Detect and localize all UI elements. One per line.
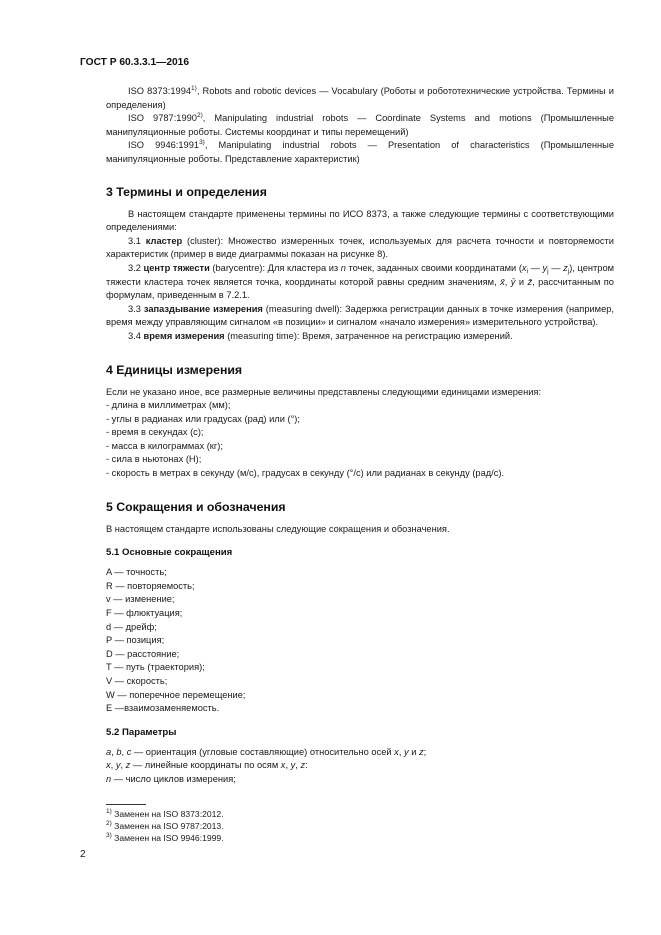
term-3-1: 3.1 кластер (cluster): Множество измеренных точек, используемых для расчета точности и повторяемости характеристик (пример в виде диаграммы показан на рисунке 8).	[106, 235, 614, 260]
page-body	[106, 85, 614, 787]
list-item: - время в секундах (с);	[106, 427, 204, 438]
list-item: - сила в ньютонах (Н);	[106, 454, 202, 465]
parameter-linear-coordinates: x, y, z — линейные координаты по осям x, y, z:	[106, 760, 308, 771]
list-item: F — флюктуация;	[106, 608, 183, 619]
subsection-5-1-heading: 5.1 Основные сокращения	[106, 547, 233, 559]
term-3-2: 3.2 центр тяжести (barycentre): Для кластера из n точек, заданных своими координатами ($x_i$ — $y_j$ — $z_j$), центром тяжести кластера точек является точка, координаты которой равны средним значениям, x̄, ȳ и z̄, рассчитанным по формулам, приведенным в 7.2.1.	[106, 262, 615, 301]
list-item: W — поперечное перемещение;	[106, 689, 246, 700]
list-item: d — дрейф;	[106, 621, 157, 632]
list-item: A — точность;	[106, 567, 167, 578]
term-3-3: 3.3 запаздывание измерения (measuring dwell): Задержка регистрации данных в точке измерения (например, время между управляющим сигналом «в позиции» и сигналом «начало измерения» измерительного устройства).	[106, 303, 615, 328]
section-5-intro: В настоящем стандарте использованы следующие сокращения и обозначения.	[106, 523, 450, 534]
reference-iso-9787: ISO 9787:1990$^{2)}$, Manipulating industrial robots — Coordinate Systems and motions (Промышленные манипуляционные роботы. Системы координат и типы перемещений)	[106, 112, 614, 137]
list-item: - углы в радианах или градусах (рад) или (°);	[106, 413, 300, 424]
document-header: ГОСТ Р 60.3.3.1—2016	[80, 57, 190, 68]
reference-iso-8373: ISO 8373:1994$^{1)}$, Robots and robotic devices — Vocabulary (Роботы и робототехнические устройства. Термины и определения)	[106, 85, 615, 110]
list-item: E —взаимозаменяемость.	[106, 703, 220, 714]
section-4-heading: 4 Единицы измерения	[106, 362, 243, 377]
reference-iso-9946: ISO 9946:1991$^{3)}$, Manipulating industrial robots — Presentation of characteristics (Промышленные манипуляционные роботы. Представление характеристик)	[106, 139, 614, 164]
section-3-heading: 3 Термины и определения	[106, 184, 267, 199]
footnote-3: $^{3)}$ Заменен на ISO 9946:1999.	[106, 832, 224, 843]
units-list	[106, 399, 614, 481]
footnote-2: $^{2)}$ Заменен на ISO 9787:2013.	[106, 820, 224, 831]
section-5-heading: 5 Сокращения и обозначения	[106, 499, 286, 514]
list-item: T — путь (траектория);	[106, 662, 205, 673]
abbreviations-list	[106, 566, 614, 716]
list-item: - масса в килограммах (кг);	[106, 440, 223, 451]
list-item: V — скорость;	[106, 676, 168, 686]
list-item: D — расстояние;	[106, 648, 180, 659]
section-3-intro: В настоящем стандарте применены термины по ИСО 8373, а также следующие термины с соответствующими определениями:	[106, 208, 614, 233]
list-item: R — повторяемость;	[106, 580, 195, 591]
page-number: 2	[80, 849, 86, 860]
footnote-1: $^{1)}$ Заменен на ISO 8373:2012.	[106, 808, 224, 819]
list-item: - скорость в метрах в секунду (м/с), градусах в секунду (°/с) или радианах в секунду (рад/с).	[106, 468, 505, 479]
footnote-divider	[106, 804, 146, 805]
parameter-orientation: a, b, c — ориентация (угловые составляющие) относительно осей x, y и z;	[106, 746, 427, 757]
section-4-intro: Если не указано иное, все размерные величины представлены следующими единицами измерения:	[106, 386, 542, 397]
subsection-5-2-heading: 5.2 Параметры	[106, 726, 177, 738]
term-3-4: 3.4 время измерения (measuring time): Время, затраченное на регистрацию измерений.	[128, 330, 513, 341]
parameter-cycle-count: n — число циклов измерения;	[106, 773, 236, 784]
footnotes	[80, 804, 614, 844]
list-item: v — изменение;	[106, 594, 175, 605]
list-item: - длина в миллиметрах (мм);	[106, 400, 231, 411]
list-item: P — позиция;	[106, 635, 165, 646]
